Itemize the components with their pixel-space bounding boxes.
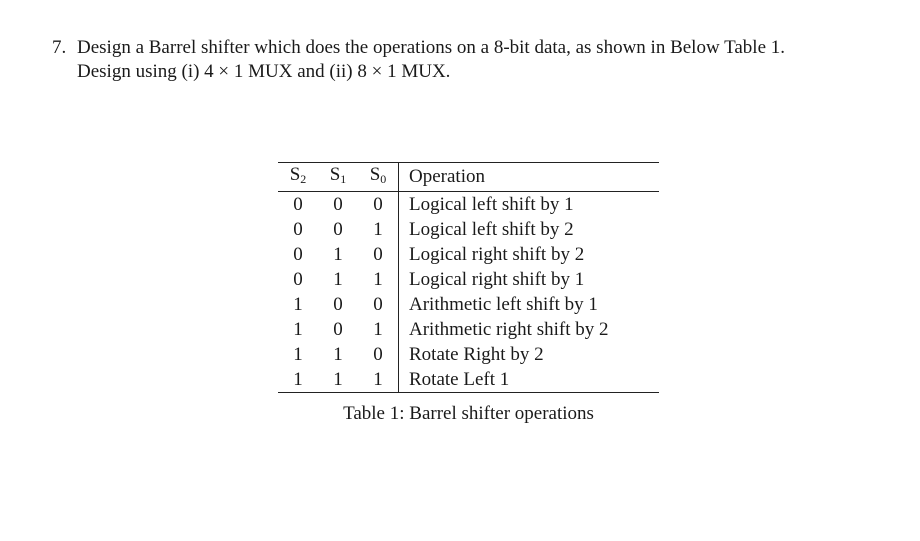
cell-s1: 0 [333,293,343,315]
cell-s1: 0 [333,318,343,340]
table-row [278,217,659,242]
cell-operation: Logical right shift by 2 [409,243,585,265]
cell-s0: 0 [358,242,399,267]
cell-s1: 1 [333,343,343,365]
table-row [278,242,659,267]
cell-s2: 0 [293,243,303,265]
cell-operation: Logical left shift by 1 [409,193,574,215]
table-row [278,267,659,292]
cell-s0: 0 [358,342,399,367]
cell-operation: Arithmetic left shift by 1 [409,293,598,315]
cell-s0: 1 [358,367,399,393]
header-s2: $S_2$ [289,164,307,186]
cell-s0: 0 [358,292,399,317]
question-text [52,36,912,84]
question-number: 7. [52,37,67,58]
cell-operation: Rotate Left 1 [409,368,510,390]
header-operation: Operation [409,166,485,187]
cell-s1: 0 [333,218,343,240]
cell-s0: 1 [358,217,399,242]
cell-operation: Rotate Right by 2 [409,343,544,365]
table-row [278,292,659,317]
question-line-1 [52,36,912,60]
table-row [278,317,659,342]
table-row [278,342,659,367]
operations-table [278,162,659,393]
table-row [278,192,659,218]
cell-s1: 1 [333,268,343,290]
cell-s2: 1 [293,368,303,390]
cell-s0: 0 [358,192,399,218]
cell-s2: 0 [293,193,303,215]
operations-table-container [278,162,659,393]
cell-operation: Arithmetic right shift by 2 [409,318,609,340]
question-line-2: Design using (i) 4 × 1 MUX and (ii) 8 × 1 MUX. [77,61,451,82]
cell-s2: 1 [293,293,303,315]
cell-operation: Logical left shift by 2 [409,218,574,240]
header-s0: $S_0$ [358,163,399,192]
question-line-1-text: Design a Barrel shifter which does the operations on a 8-bit data, as shown in Below Table 1. [77,37,786,58]
table-caption: Table 1: Barrel shifter operations [343,403,594,424]
cell-s0: 1 [358,267,399,292]
cell-s2: 0 [293,218,303,240]
cell-s1: 0 [333,193,343,215]
table-header-row [278,163,659,192]
cell-s2: 1 [293,318,303,340]
cell-operation: Logical right shift by 1 [409,268,585,290]
table-row [278,367,659,393]
cell-s1: 1 [333,368,343,390]
cell-s2: 0 [293,268,303,290]
cell-s2: 1 [293,343,303,365]
cell-s0: 1 [358,317,399,342]
header-s1: $S_1$ [329,164,347,186]
cell-s1: 1 [333,243,343,265]
